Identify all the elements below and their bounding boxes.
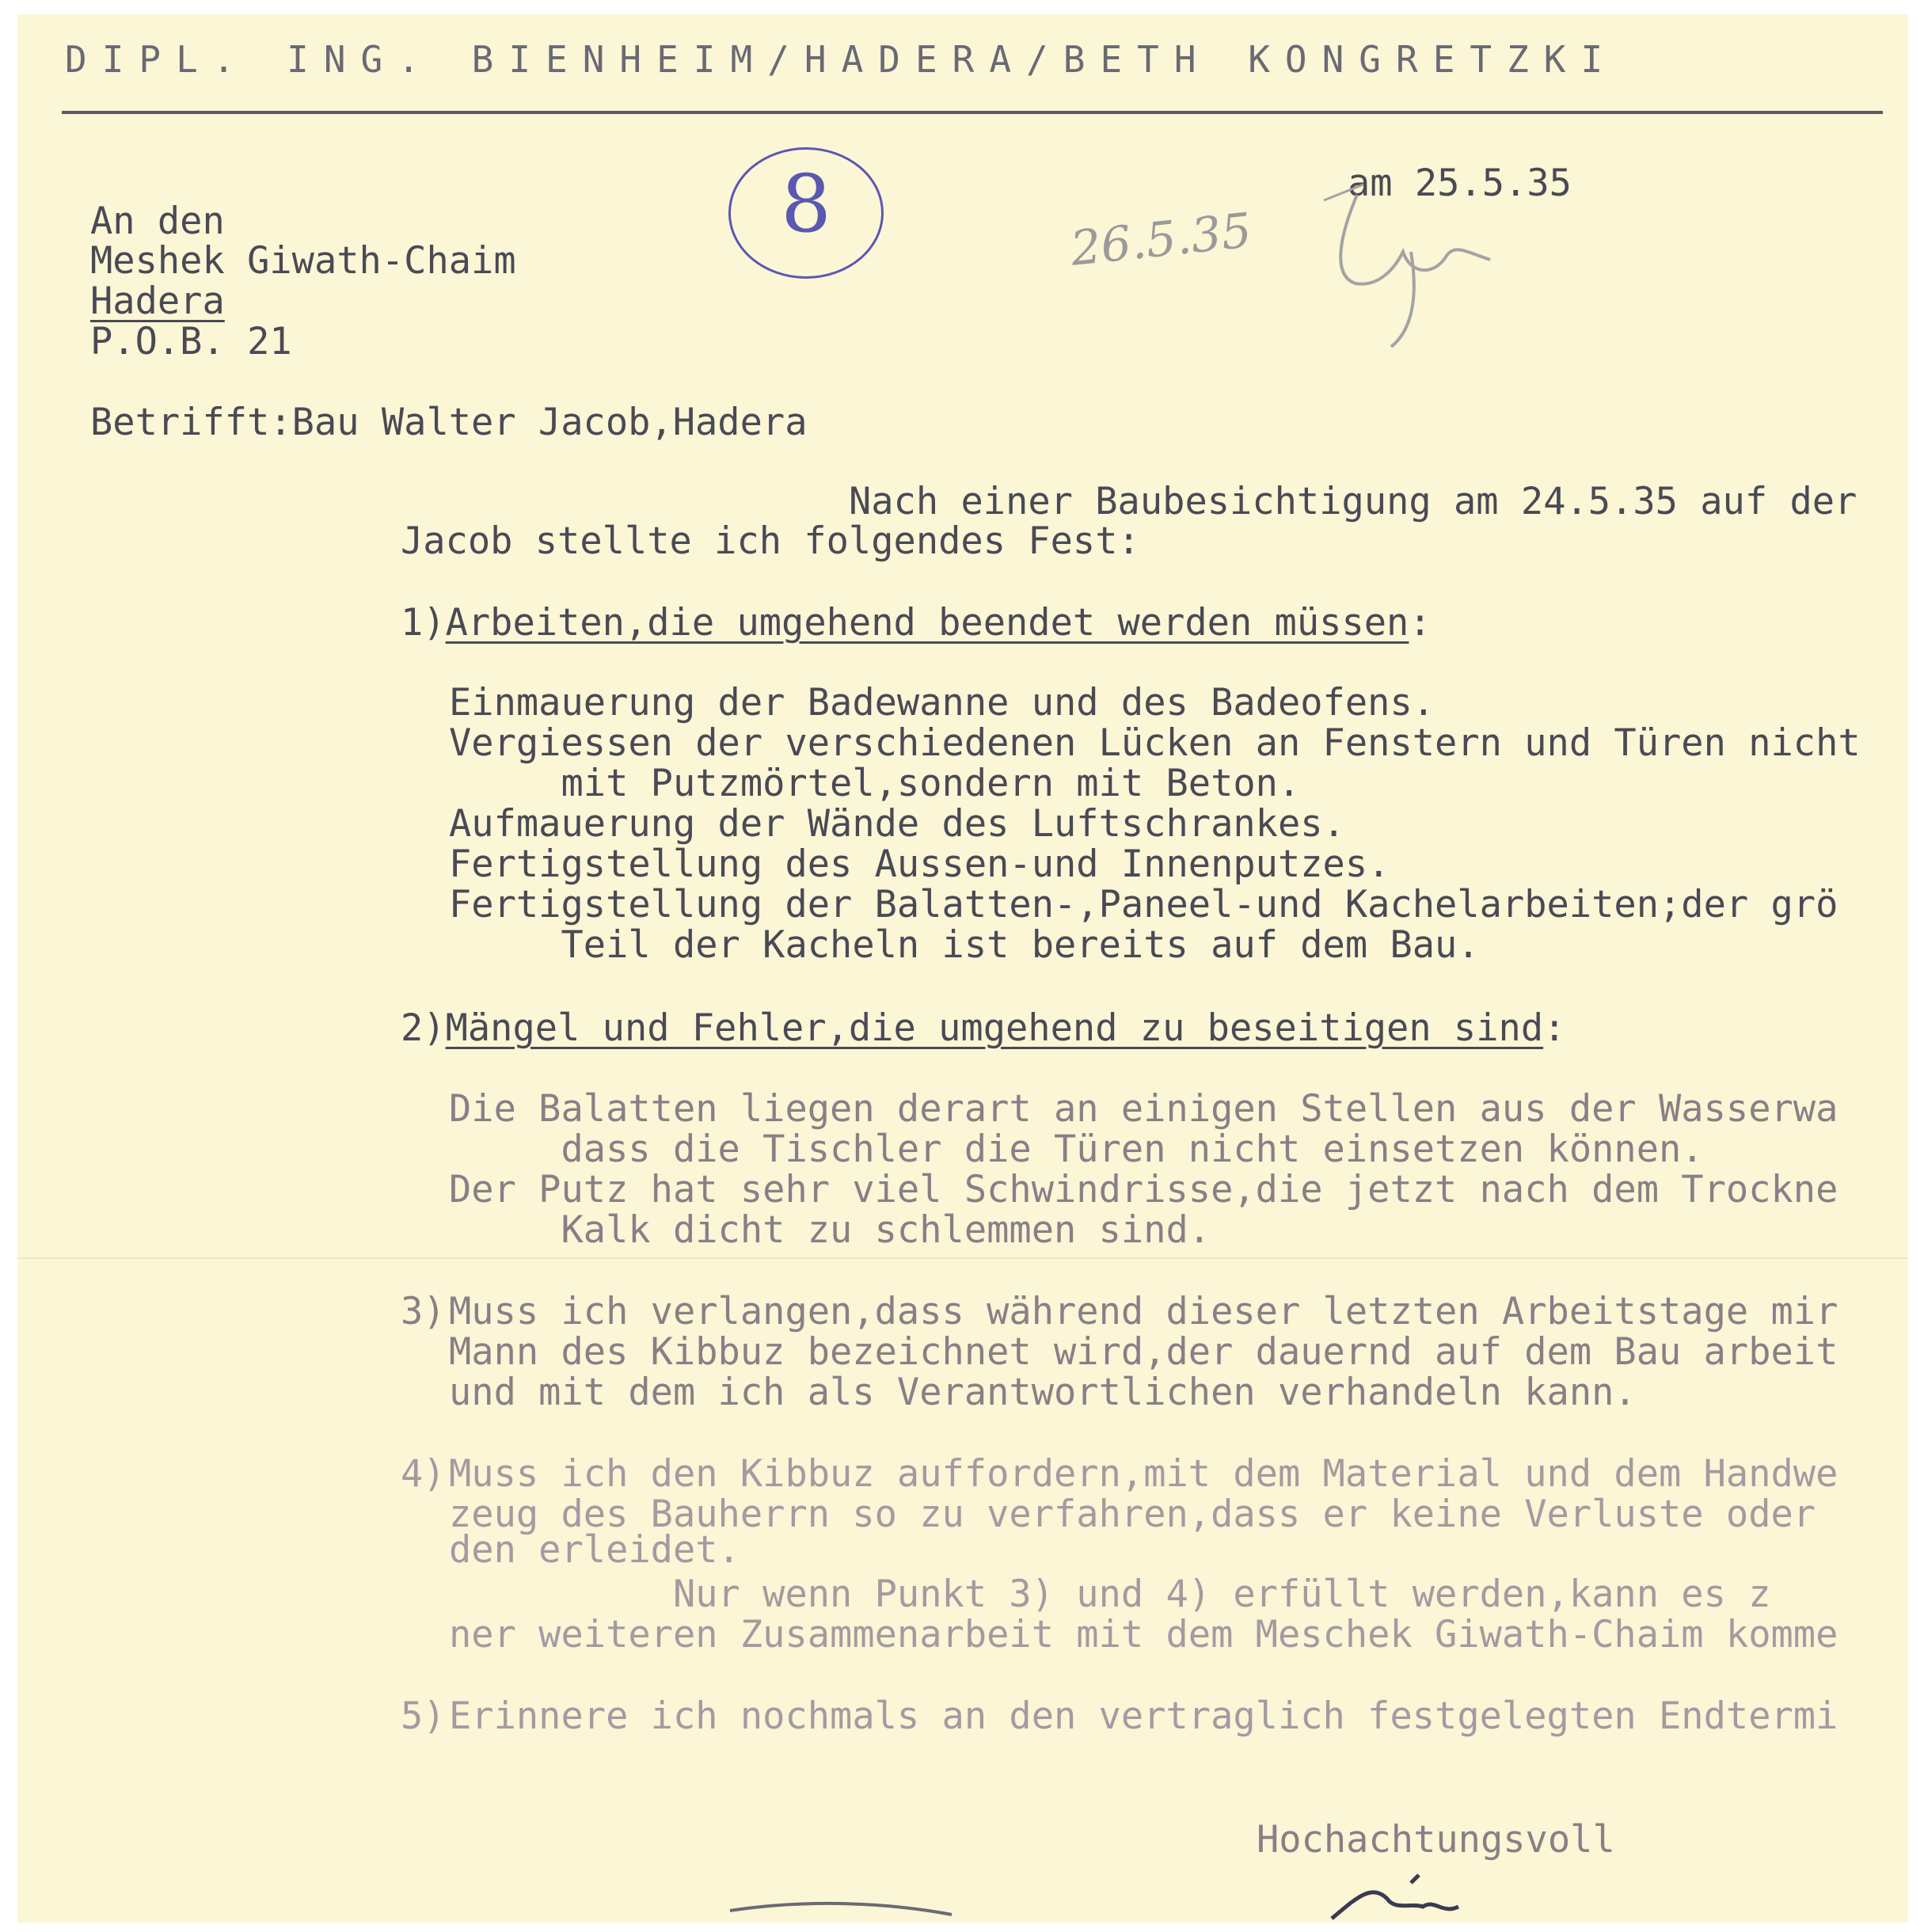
pencil-initials-mark: [1340, 195, 1490, 347]
date-typed: am 25.5.35: [1348, 162, 1572, 205]
section-1-line: Aufmauerung der Wände des Luftschrankes.: [449, 802, 1345, 846]
section-2-title: Mängel und Fehler,die umgehend zu beseitigen sind: [445, 1006, 1544, 1050]
section-2-line: Kalk dicht zu schlemmen sind.: [449, 1208, 1211, 1252]
section-1-heading: [401, 603, 1432, 644]
section-4-line: den erleidet.: [449, 1528, 740, 1572]
section-5-line: Erinnere ich nochmals an den vertraglich festgelegten Endtermi: [449, 1694, 1838, 1738]
section-1-line: mit Putzmörtel,sondern mit Beton.: [449, 762, 1301, 805]
section-4-line: Muss ich den Kibbuz auffordern,mit dem Material und dem Handwe: [449, 1452, 1838, 1496]
intro-line-1: Nach einer Baubesichtigung am 24.5.35 auf der: [849, 480, 1857, 523]
section-3-line: und mit dem ich als Verantwortlichen verhandeln kann.: [449, 1371, 1637, 1414]
section-3-number: 3): [401, 1290, 446, 1333]
section-3-line: Muss ich verlangen,dass während dieser letzten Arbeitstage mir: [449, 1290, 1838, 1333]
section-1-line: Fertigstellung des Aussen-und Innenputzes.: [449, 842, 1390, 886]
section-4-line: ner weiteren Zusammenarbeit mit dem Meschek Giwath-Chaim komme: [449, 1613, 1838, 1656]
addressee-line-1: An den: [90, 200, 225, 243]
date-handwritten: 26.5.35: [1067, 203, 1255, 277]
intro-line-2: Jacob stellte ich folgendes Fest:: [401, 519, 1140, 563]
section-4-line: Nur wenn Punkt 3) und 4) erfüllt werden,kann es z: [449, 1573, 1771, 1616]
letter-paper: [17, 14, 1908, 1922]
paper-fold: [17, 1257, 1908, 1259]
pencil-stroke: [1324, 184, 1363, 200]
section-2-colon: :: [1543, 1006, 1566, 1050]
letterhead: DIPL. ING. BIENHEIM/HADERA/BETH KONGRETZKI: [65, 38, 1618, 81]
section-1-title: Arbeiten,die umgehend beendet werden müssen: [445, 601, 1409, 645]
subject-line: Betrifft:Bau Walter Jacob,Hadera: [90, 401, 808, 444]
section-3-line: Mann des Kibbuz bezeichnet wird,der dauernd auf dem Bau arbeit: [449, 1330, 1838, 1374]
section-1-colon: :: [1409, 601, 1432, 645]
section-4-number: 4): [401, 1452, 446, 1496]
section-1-line: Fertigstellung der Balatten-,Paneel-und Kachelarbeiten;der grö: [449, 883, 1838, 926]
section-2-number: 2): [401, 1006, 446, 1050]
addressee-line-4: P.O.B. 21: [90, 320, 292, 363]
section-2-line: Der Putz hat sehr viel Schwindrisse,die jetzt nach dem Trockne: [449, 1168, 1838, 1211]
stamp-number: 8: [781, 158, 831, 250]
signature-mark: [1332, 1875, 1458, 1919]
addressee-line-3: Hadera: [90, 280, 225, 323]
section-1-number: 1): [401, 601, 446, 645]
section-1-line: Einmauerung der Badewanne und des Badeofens.: [449, 681, 1435, 724]
section-5-number: 5): [401, 1694, 446, 1738]
addressee-line-2: Meshek Giwath-Chaim: [90, 239, 516, 283]
signature-underline-stroke: [730, 1903, 952, 1915]
section-2-line: dass die Tischler die Türen nicht einsetzen können.: [449, 1128, 1704, 1171]
section-4-line: zeug des Bauherrn so zu verfahren,dass er keine Verluste oder: [449, 1493, 1816, 1536]
section-1-line: Vergiessen der verschiedenen Lücken an Fenstern und Türen nicht: [449, 721, 1861, 765]
section-2-line: Die Balatten liegen derart an einigen Stellen aus der Wasserwa: [449, 1087, 1838, 1131]
section-1-line: Teil der Kacheln ist bereits auf dem Bau.: [449, 923, 1480, 967]
section-2-heading: [401, 1008, 1565, 1049]
closing: Hochachtungsvoll: [1257, 1818, 1615, 1862]
